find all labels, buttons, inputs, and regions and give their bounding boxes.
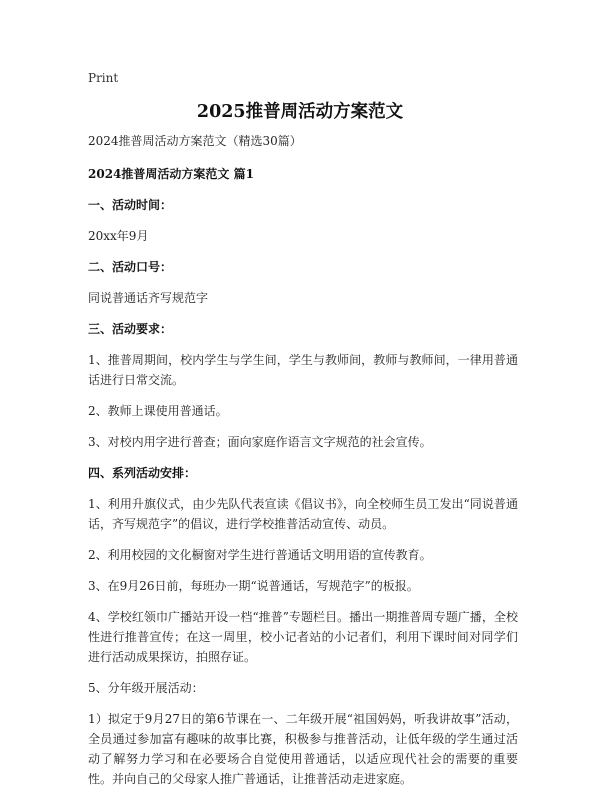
activity-time-heading: 一、活动时间： — [88, 198, 173, 212]
page-title: 2025推普周活动方案范文 — [196, 102, 404, 122]
activity-time-text: 20xx年9月 — [88, 229, 149, 243]
requirements-heading: 三、活动要求： — [88, 322, 173, 336]
arrangements-heading: 四、系列活动安排： — [88, 466, 197, 480]
document-subtitle: 2024推普周活动方案范文（精选30篇） — [88, 134, 302, 148]
slogan-heading: 二、活动口号： — [88, 260, 173, 274]
arrangement-item: 3、在9月26日前，每班办一期“说普通话，写规范字”的板报。 — [88, 579, 419, 593]
print-label[interactable]: Print — [88, 71, 119, 85]
arrangement-item: 4、学校红领巾广播站开设一档“推普”专题栏目。播出一期推普周专题广播，全校性进行推普宣传；在这一周里，校小记者站的小记者们，利用下课时间对同学们进行活动成果探访，拍照存证。 — [88, 610, 518, 664]
document-body — [88, 131, 518, 800]
arrangement-item: 1）拟定于9月27日的第6节课在一、二年级开展“祖国妈妈，听我讲故事”活动，全员通过参加富有趣味的故事比赛，积极参与推普活动，让低年级的学生通过活动了解努力学习和在必要场合自觉使用普通话，以适应现代社会的需要的重要性。并向自己的父母家人推广普通话，让推普活动走进家庭。 — [88, 712, 518, 786]
arrangement-item: 1、利用升旗仪式，由少先队代表宣读《倡议书》，向全校师生员工发出“同说普通话，齐写规范字”的倡议，进行学校推普活动宣传、动员。 — [88, 497, 518, 531]
requirement-item: 1、推普周期间，校内学生与学生间，学生与教师间，教师与教师间，一律用普通话进行日常交流。 — [88, 353, 518, 387]
arrangement-item: 2、利用校园的文化橱窗对学生进行普通话文明用语的宣传教育。 — [88, 548, 432, 562]
arrangement-item: 5、分年级开展活动： — [88, 681, 204, 695]
requirement-item: 3、对校内用字进行普查；面向家庭作语言文字规范的社会宣传。 — [88, 435, 432, 449]
requirement-item: 2、教师上课使用普通话。 — [88, 404, 228, 418]
slogan-text: 同说普通话齐写规范字 — [88, 291, 209, 305]
section-title: 2024推普周活动方案范文 篇1 — [88, 167, 254, 181]
